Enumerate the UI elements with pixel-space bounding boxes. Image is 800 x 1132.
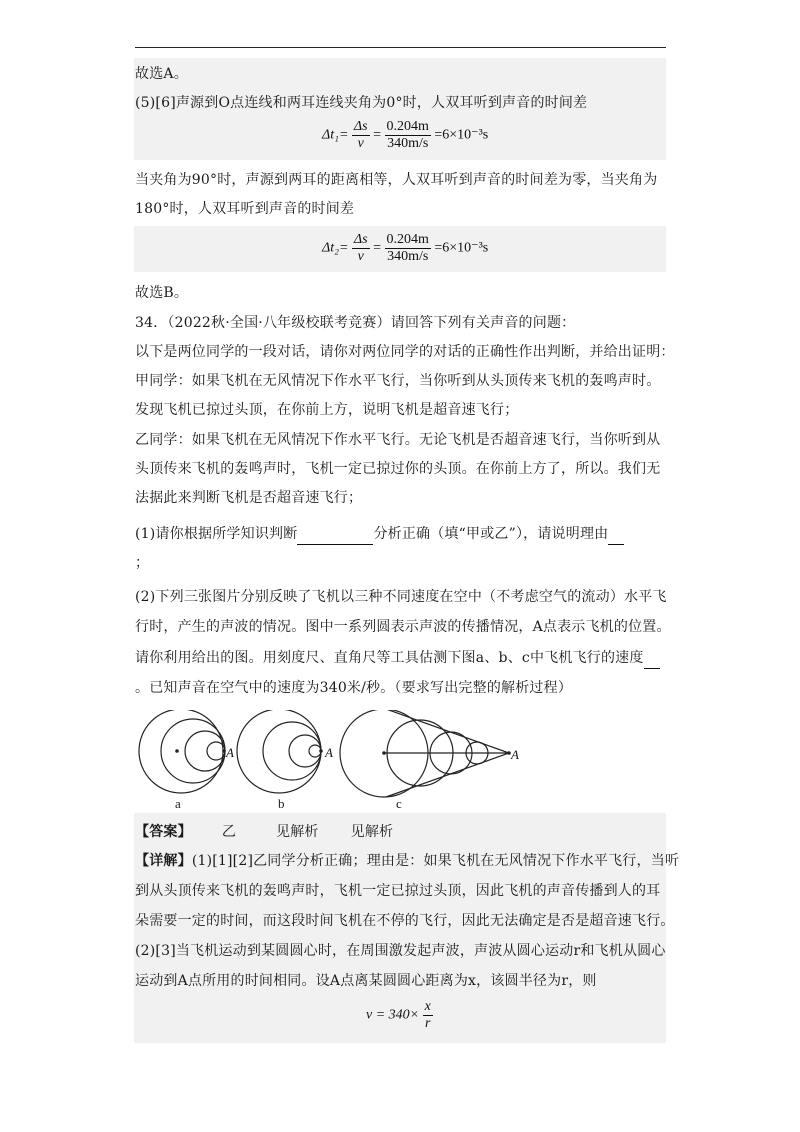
eq-rhs: =6×10⁻³s xyxy=(434,240,489,256)
header-rule xyxy=(135,47,666,48)
point-a-label: A xyxy=(511,747,519,762)
text-line: 甲同学：如果飞机在无风情况下作水平飞行，当你听到从头顶传来飞机的轰鸣声时。 xyxy=(135,373,661,389)
text-line: 运动到A点所用的时间相同。设A点离某圆圆心距离为x，该圆半径为r，则 xyxy=(135,973,597,989)
eq-denominator: v xyxy=(352,248,370,265)
text-fragment: (1)[1][2]乙同学分析正确；理由是：如果飞机在无风情况下作水平飞行，当听 xyxy=(191,853,680,869)
figure-b xyxy=(237,710,321,793)
figure-c xyxy=(340,710,509,797)
point-a-label: A xyxy=(226,745,234,760)
figure-label-c: c xyxy=(396,796,402,811)
answer-blank[interactable] xyxy=(644,648,660,669)
eq-numerator: 0.204m xyxy=(386,232,429,247)
text-fragment: 分析正确（填“甲或乙”），请说明理由 xyxy=(373,526,609,542)
answer-value: 乙 xyxy=(221,824,237,840)
detail-line xyxy=(135,851,679,871)
text-line: 到从头顶传来飞机的轰鸣声时，飞机一定已掠过头顶，因此飞机的声音传播到人的耳 xyxy=(135,883,661,899)
eq-sign: = xyxy=(373,240,381,256)
text-line: 当夹角为90°时，声源到两耳的距离相等，人双耳听到声音的时间差为零，当夹角为 xyxy=(135,172,658,188)
text-line: 以下是两位同学的一段对话，请你对两位同学的对话的正确性作出判断，并给出证明： xyxy=(135,344,675,360)
text-line: 故选A。 xyxy=(135,66,188,82)
center-dot xyxy=(382,751,386,755)
equation-velocity xyxy=(366,999,433,1032)
figure-a xyxy=(139,710,225,793)
figure-label-b: b xyxy=(278,796,285,811)
eq-lhs: Δt₁= xyxy=(322,127,349,143)
text-fragment: (1)请你根据所学知识判断 xyxy=(135,526,298,542)
eq-numerator: x xyxy=(424,999,431,1014)
eq-numerator: 0.204m xyxy=(386,119,429,134)
text-line: 180°时，人双耳听到声音的时间差 xyxy=(135,201,355,217)
text-fragment: 请你利用给出的图。用刻度尺、直角尺等工具估测下图a、b、c中飞机飞行的速度 xyxy=(135,650,644,666)
text-line: (5)[6]声源到O点连线和两耳连线夹角为0°时，人双耳听到声音的时间差 xyxy=(135,95,588,111)
point-a-dot xyxy=(319,749,323,753)
sound-wave-figure xyxy=(134,710,534,840)
eq-denominator: r xyxy=(423,1015,433,1032)
eq-numerator: Δs xyxy=(353,232,368,247)
answer-line xyxy=(135,822,393,842)
text-line: 头顶传来飞机的轰鸣声时，飞机一定已掠过你的头顶。在你前上方了，所以。我们无 xyxy=(135,461,661,477)
point-a-label: A xyxy=(325,745,333,760)
text-line: 故选B。 xyxy=(135,285,189,301)
answer-blank[interactable] xyxy=(608,524,624,545)
eq-denominator: 340m/s xyxy=(385,135,431,152)
text-line: 。已知声音在空气中的速度为340米/秒。（要求写出完整的解析过程） xyxy=(135,680,573,696)
eq-denominator: v xyxy=(352,135,370,152)
eq-lhs: Δt₂= xyxy=(322,240,349,256)
eq-lhs: v = 340× xyxy=(366,1007,420,1023)
question-title: 34．（2022秋·全国·八年级校联考竞赛）请回答下列有关声音的问题： xyxy=(135,315,576,331)
answer-tag: 【答案】 xyxy=(135,824,192,840)
text-line: 发现飞机已掠过头顶，在你前上方，说明飞机是超音速飞行； xyxy=(135,402,519,418)
question-part-1 xyxy=(135,524,624,545)
text-line: (2)下列三张图片分别反映了飞机以三种不同速度在空中（不考虑空气的流动）水平飞 xyxy=(135,589,667,605)
answer-value: 见解析 xyxy=(350,824,394,840)
eq-numerator: Δs xyxy=(353,119,368,134)
text-line: 朵需要一定的时间，而这段时间飞机在不停的飞行，因此无法确定是否是超音速飞行。 xyxy=(135,913,675,929)
text-line: (2)[3]当飞机运动到某圆圆心时，在周围激发起声波，声波从圆心运动r和飞机从圆心 xyxy=(135,943,666,959)
text-line: 乙同学：如果飞机在无风情况下作水平飞行。无论飞机是否超音速飞行，当你听到从 xyxy=(135,432,661,448)
text-line: 行时，产生的声波的情况。图中一系列圆表示声波的传播情况，A点表示飞机的位置。 xyxy=(135,619,671,635)
eq-denominator: 340m/s xyxy=(385,248,431,265)
figure-label-a: a xyxy=(175,796,181,811)
detail-tag: 【详解】 xyxy=(135,853,192,869)
answer-value: 见解析 xyxy=(276,824,319,840)
equation-delta-t1 xyxy=(322,119,488,152)
equation-delta-t2 xyxy=(322,232,488,265)
question-part-2 xyxy=(135,648,660,669)
text-line: 法据此来判断飞机是否超音速飞行； xyxy=(135,490,363,506)
eq-rhs: =6×10⁻³s xyxy=(434,127,489,143)
answer-blank[interactable] xyxy=(297,524,373,545)
text-line: ； xyxy=(135,555,150,571)
eq-sign: = xyxy=(373,127,381,143)
center-dot xyxy=(175,749,179,753)
